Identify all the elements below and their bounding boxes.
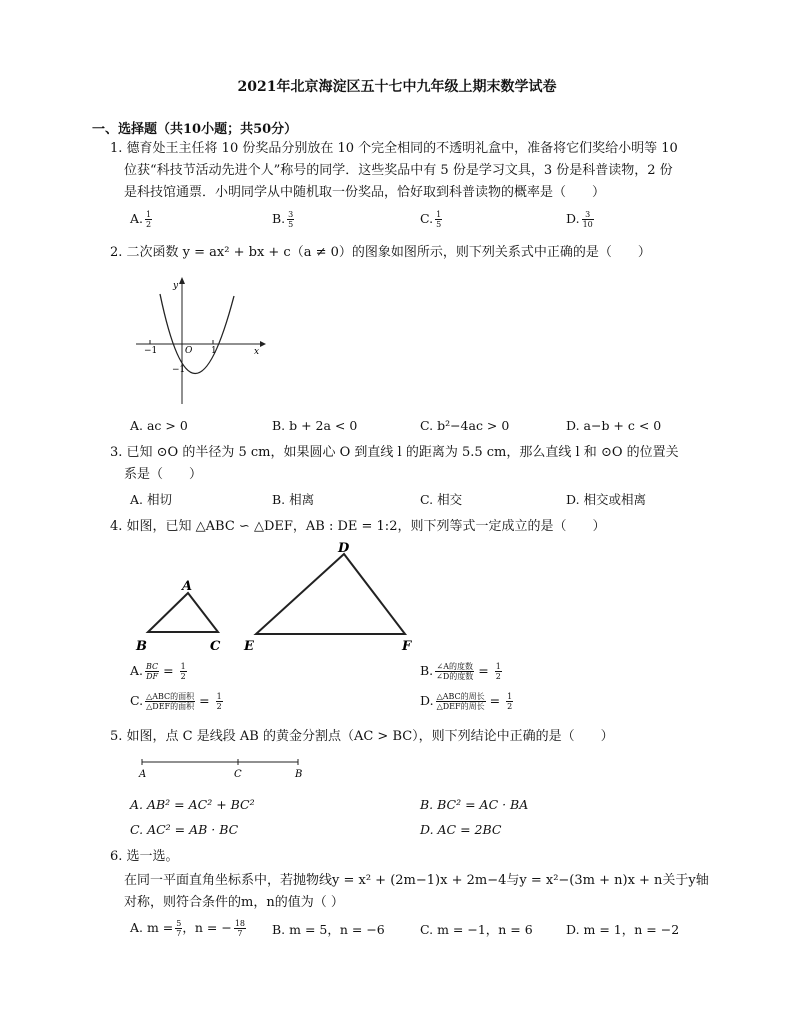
frac-den: 2 [146, 220, 152, 229]
q1-option-d[interactable] [566, 210, 594, 229]
q4-option-b[interactable]: B. $\frac{\text{∠A的度数}}{\text{∠D的度数}}$ = $\frac{1}{2}$ [420, 662, 501, 681]
frac-num: 5 [176, 919, 182, 928]
vertex-a-label: A [182, 579, 193, 594]
q4-line1: 4. 如图，已知 △ABC ∽ △DEF，AB : DE = 1:2，则下列等式一定成立的是（ ） [110, 519, 606, 534]
page-title: 2021年北京海淀区五十七中九年级上期末数学试卷 [237, 79, 557, 95]
q3-option-d[interactable]: D. 相交或相离 [566, 492, 647, 507]
golden-section-segment [134, 756, 314, 782]
triangle-abc [148, 593, 218, 632]
q6-option-c[interactable]: C. m = −1，n = 6 [420, 922, 533, 937]
frac-den: 2 [507, 702, 513, 711]
q5-line1: 5. 如图，点 C 是线段 AB 的黄金分割点（AC > BC），则下列结论中正确的是（ ） [110, 729, 614, 744]
option-label: C. [130, 693, 144, 708]
q1-option-c[interactable] [420, 210, 442, 229]
vertex-b-label: B [136, 639, 147, 654]
option-label: A. m = [130, 920, 174, 935]
q6-option-d[interactable]: D. m = 1，n = −2 [566, 922, 680, 937]
label-c: C [234, 769, 242, 780]
frac-den: 2 [180, 672, 186, 681]
frac-num: ∠A的度数 [436, 662, 473, 671]
q2-option-a[interactable]: A. ac > 0 [130, 418, 188, 433]
triangle-def [256, 554, 405, 634]
parabola-curve [160, 294, 234, 374]
q1-option-a[interactable] [130, 210, 152, 229]
x-axis-arrow [260, 341, 266, 347]
vertex-e-label: E [244, 639, 254, 654]
q6-line1: 6. 选一选。 [110, 849, 179, 864]
option-label: D. [420, 693, 434, 708]
similar-triangles-figure [130, 540, 420, 658]
frac-num: 1 [180, 662, 186, 671]
option-label: C. [420, 211, 434, 226]
q2-line1: 2. 二次函数 y = ax² + bx + c（a ≠ 0）的图象如图所示，则下列关系式中正确的是（ ） [110, 245, 651, 260]
q6-option-a[interactable] [130, 918, 246, 938]
q5-option-a[interactable]: A. AB² = AC² + BC² [130, 797, 255, 812]
q5-option-b[interactable]: B. BC² = AC · BA [420, 797, 529, 812]
frac-num: 3 [582, 210, 594, 220]
label-b: B [295, 769, 303, 780]
frac-num: 1 [216, 692, 222, 701]
frac-num: BC [146, 662, 159, 671]
q1-line2: 位获“科技节活动先进个人”称号的同学．这些奖品中有 5 份是学习文具，3 份是科普读物，2 份 [124, 163, 673, 178]
vertex-c-label: C [210, 639, 221, 654]
section-heading: 一、选择题（共10小题；共50分） [92, 122, 298, 137]
q3-line1: 3. 已知 ⊙O 的半径为 5 cm，如果圆心 O 到直线 l 的距离为 5.5 cm，那么直线 l 和 ⊙O 的位置关 [110, 445, 679, 460]
frac-den: 5 [288, 220, 294, 229]
q1-line3: 是科技馆通票．小明同学从中随机取一份奖品，恰好取到科普读物的概率是（ ） [124, 185, 606, 200]
q1-option-b[interactable] [272, 210, 294, 229]
q3-option-c[interactable]: C. 相交 [420, 492, 463, 507]
frac-den: △DEF的周长 [436, 702, 485, 711]
frac-num: △ABC的周长 [436, 692, 485, 701]
frac-den: DF [146, 672, 159, 681]
frac-num: 1 [436, 210, 442, 219]
q3-option-b[interactable]: B. 相离 [272, 492, 315, 507]
option-label: B. [272, 211, 286, 226]
y-tick-neg-one-label: −1 [172, 365, 186, 375]
x-tick-neg-one-label: −1 [144, 346, 158, 356]
x-axis-label: x [254, 347, 260, 357]
frac-den: 7 [176, 929, 182, 938]
frac-num: 1 [495, 662, 501, 671]
y-axis-arrow [179, 277, 185, 284]
frac-den: 5 [436, 220, 442, 229]
q6-option-b[interactable]: B. m = 5，n = −6 [272, 922, 385, 937]
frac-num: 1 [507, 692, 513, 701]
y-axis-label: y [173, 281, 179, 291]
q2-option-c[interactable]: C. b²−4ac > 0 [420, 418, 510, 433]
label-a: A [139, 769, 147, 780]
frac-num: 18 [234, 919, 246, 928]
q3-line2: 系是（ ） [124, 467, 203, 482]
frac-den: 2 [216, 702, 222, 711]
q1-line1: 1. 德育处王主任将 10 份奖品分别放在 10 个完全相同的不透明礼盒中，准备将它们奖给小明等 10 [110, 141, 678, 156]
option-label: A. [130, 211, 144, 226]
frac-den: 7 [237, 929, 243, 938]
q4-option-c[interactable]: C. $\frac{\text{△ABC的面积}}{\text{△DEF的面积}}$ = $\frac{1}{2}$ [130, 692, 222, 711]
q4-option-a[interactable]: A. $\frac{BC}{DF}$ = $\frac{1}{2}$ [130, 662, 186, 681]
vertex-f-label: F [402, 639, 412, 654]
option-label: A. [130, 663, 144, 678]
origin-label: O [185, 346, 193, 356]
frac-den: 10 [582, 220, 593, 229]
option-mid-text: ，n = − [182, 920, 232, 935]
q3-option-a[interactable]: A. 相切 [130, 492, 172, 507]
frac-den: ∠D的度数 [436, 672, 474, 681]
q4-option-d[interactable]: D. $\frac{\text{△ABC的周长}}{\text{△DEF的周长}}$ = $\frac{1}{2}$ [420, 692, 513, 711]
vertex-d-label: D [338, 541, 350, 556]
q5-option-c[interactable]: C. AC² = AB · BC [130, 822, 239, 837]
x-tick-one-label: 1 [211, 346, 217, 356]
frac-num: 1 [146, 210, 152, 219]
q6-line2: 在同一平面直角坐标系中，若抛物线y = x² + (2m−1)x + 2m−4与y = x²−(3m + n)x + n关于y轴 [124, 873, 709, 888]
frac-num: △ABC的面积 [146, 692, 195, 701]
frac-num: 3 [288, 210, 294, 219]
frac-den: 2 [495, 672, 501, 681]
parabola-graph [130, 272, 270, 412]
q6-line3: 对称，则符合条件的m，n的值为（ ） [124, 895, 344, 910]
q2-option-b[interactable]: B. b + 2a < 0 [272, 418, 358, 433]
option-label: B. [420, 663, 434, 678]
option-label: D. [566, 211, 580, 226]
q5-option-d[interactable]: D. AC = 2BC [420, 822, 502, 837]
q2-option-d[interactable]: D. a−b + c < 0 [566, 418, 662, 433]
frac-den: △DEF的面积 [146, 702, 195, 711]
